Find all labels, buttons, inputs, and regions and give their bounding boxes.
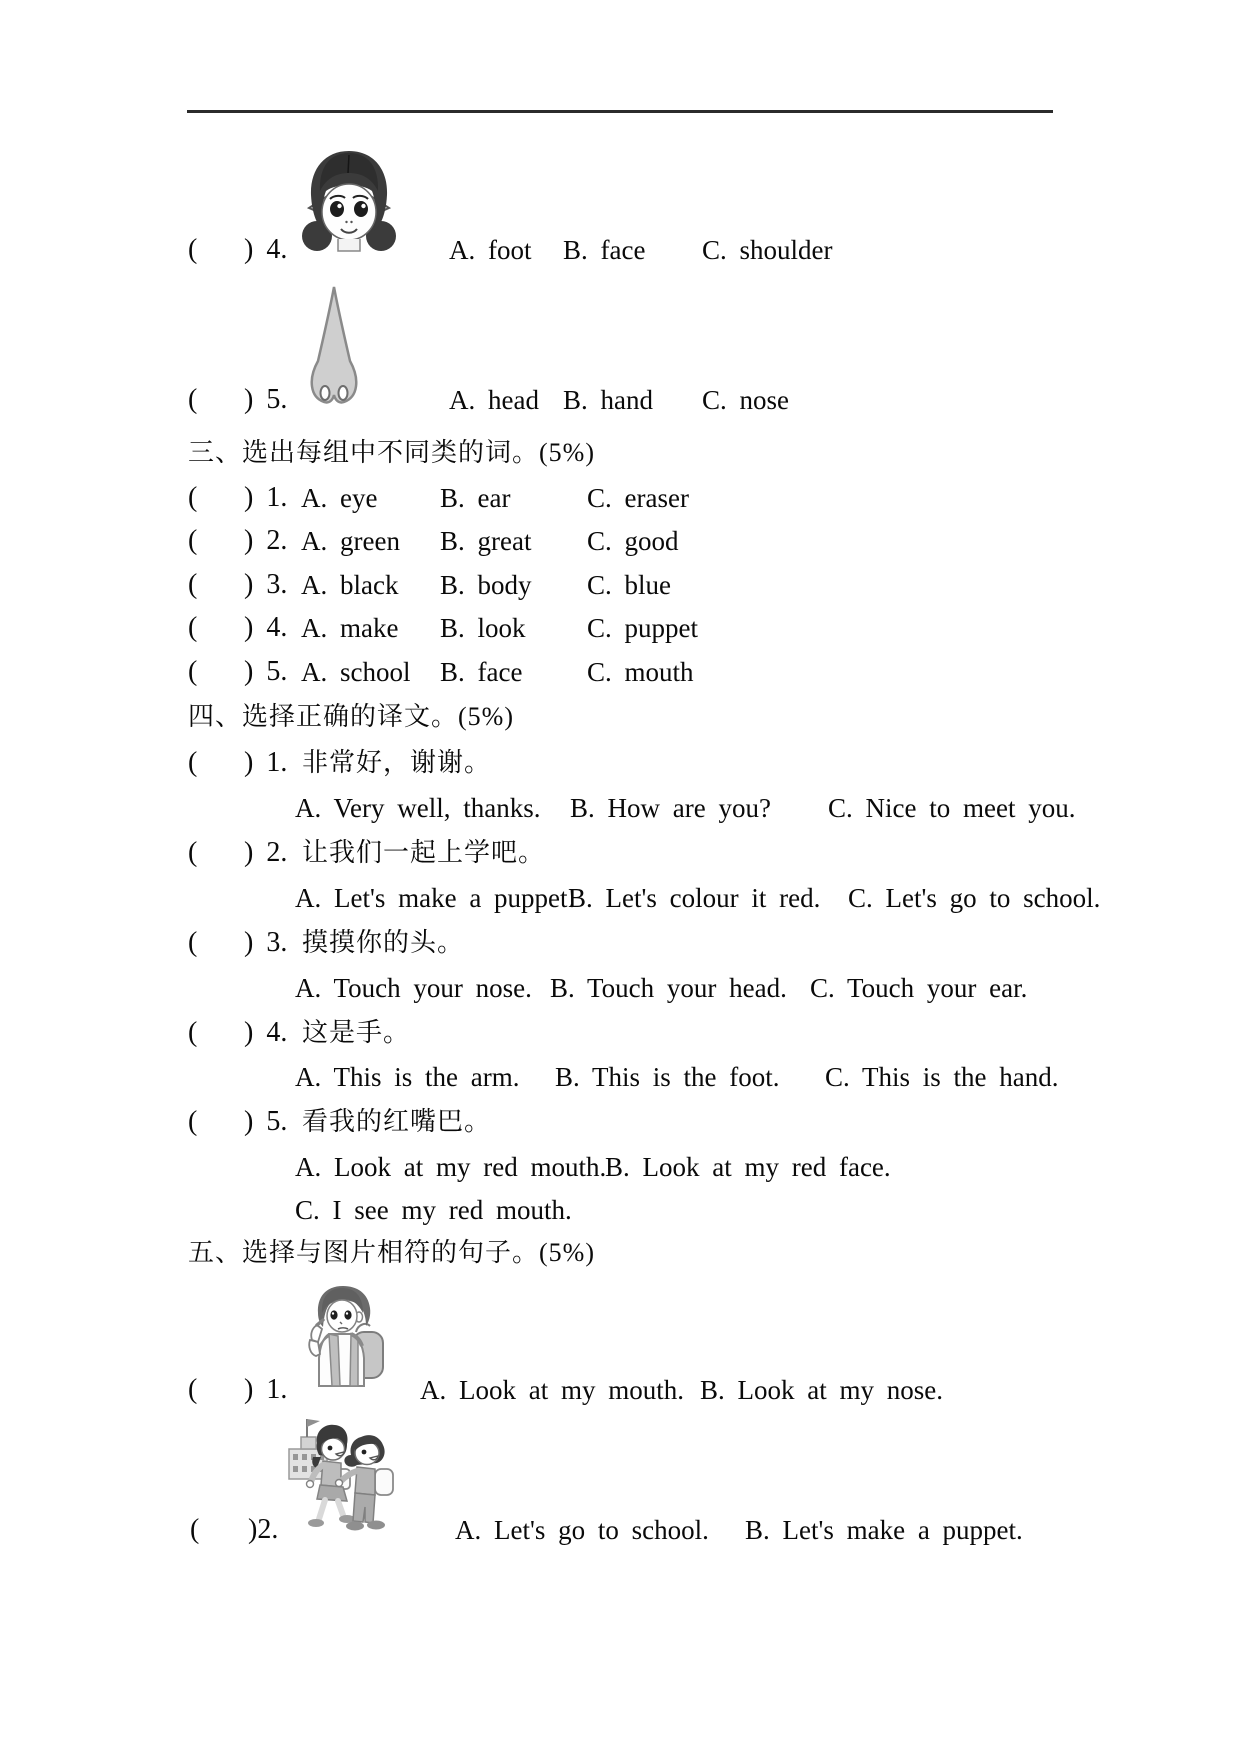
top-rule: [187, 110, 1053, 113]
option-b: B. Let's make a puppet.: [745, 1515, 1023, 1545]
question-prompt: 这是手。: [302, 1018, 411, 1047]
option-c: C. mouth: [587, 657, 694, 687]
answer-blank-open: (: [188, 384, 198, 415]
answer-blank-open: (: [188, 656, 198, 687]
option-a: A. Let's make a puppet!: [295, 883, 577, 913]
option-c: C. puppet: [587, 613, 698, 643]
answer-blank-close-number: ) 4.: [244, 234, 288, 265]
option-b: B. Look at my nose.: [700, 1375, 943, 1405]
answer-blank-close-number: ) 2.: [244, 837, 288, 868]
option-a: A. green: [301, 526, 400, 556]
option-c: C. This is the hand.: [825, 1062, 1059, 1092]
answer-blank-close-number: ) 3.: [244, 927, 288, 958]
option-a: A. school: [301, 657, 411, 687]
question-prompt: 看我的红嘴巴。: [302, 1107, 492, 1136]
option-b: B. Touch your head.: [550, 973, 787, 1003]
kids-walking-to-school-image: [283, 1411, 415, 1544]
option-b: B. How are you?: [570, 793, 771, 823]
option-a: A. Touch your nose.: [295, 973, 532, 1003]
answer-blank-open: (: [188, 747, 198, 778]
option-b: B. great: [440, 526, 532, 556]
nose-image: [298, 283, 370, 409]
answer-blank-open: (: [188, 1017, 198, 1048]
girl-face-image: [293, 148, 405, 258]
answer-blank-close-number: ) 5.: [244, 656, 288, 687]
option-b: B. look: [440, 613, 526, 643]
answer-blank-close-number: )2.: [248, 1514, 279, 1545]
answer-blank-open: (: [188, 1374, 198, 1405]
answer-blank-close-number: ) 3.: [244, 569, 288, 600]
boy-pointing-at-face-image: [296, 1284, 392, 1398]
answer-blank-open: (: [188, 482, 198, 513]
option-b: B. Let's colour it red.: [568, 883, 821, 913]
option-c: C. Let's go to school.: [848, 883, 1101, 913]
answer-blank-open: (: [188, 927, 198, 958]
section-5-title: 五、选择与图片相符的句子。(5%): [188, 1238, 595, 1267]
option-b: B. hand: [563, 385, 653, 415]
answer-blank-open: (: [188, 1106, 198, 1137]
option-c: C. Nice to meet you.: [828, 793, 1076, 823]
option-b: B. body: [440, 570, 532, 600]
option-c: C. shoulder: [702, 235, 833, 265]
option-a: A. This is the arm.: [295, 1062, 520, 1092]
option-c: C. good: [587, 526, 679, 556]
answer-blank-close-number: ) 1.: [244, 1374, 288, 1405]
answer-blank-close-number: ) 2.: [244, 525, 288, 556]
option-a: A. Look at my mouth.: [420, 1375, 684, 1405]
question-prompt: 非常好，谢谢。: [302, 748, 492, 777]
option-c: C. I see my red mouth.: [295, 1195, 572, 1225]
option-a: A. head: [449, 385, 539, 415]
section-4-title: 四、选择正确的译文。(5%): [188, 702, 514, 731]
answer-blank-close-number: ) 1.: [244, 747, 288, 778]
section-3-title: 三、选出每组中不同类的词。(5%): [188, 438, 595, 467]
answer-blank-open: (: [190, 1514, 200, 1545]
option-a: A. foot: [449, 235, 532, 265]
answer-blank-open: (: [188, 569, 198, 600]
option-c: C. eraser: [587, 483, 689, 513]
option-c: C. Touch your ear.: [810, 973, 1028, 1003]
answer-blank-close-number: ) 1.: [244, 482, 288, 513]
question-prompt: 摸摸你的头。: [302, 928, 465, 957]
option-a: A. eye: [301, 483, 378, 513]
option-c: C. blue: [587, 570, 671, 600]
answer-blank-open: (: [188, 234, 198, 265]
answer-blank-close-number: ) 5.: [244, 384, 288, 415]
option-a: A. make: [301, 613, 399, 643]
answer-blank-close-number: ) 4.: [244, 612, 288, 643]
option-a: A. black: [301, 570, 399, 600]
option-b: B. face: [563, 235, 646, 265]
answer-blank-close-number: ) 4.: [244, 1017, 288, 1048]
option-a: A. Very well, thanks.: [295, 793, 541, 823]
question-prompt: 让我们一起上学吧。: [302, 838, 546, 867]
option-b: B. This is the foot.: [555, 1062, 780, 1092]
option-a: A. Let's go to school.: [455, 1515, 709, 1545]
answer-blank-open: (: [188, 837, 198, 868]
option-b: B. ear: [440, 483, 511, 513]
answer-blank-open: (: [188, 612, 198, 643]
option-a: A. Look at my red mouth.: [295, 1152, 607, 1182]
option-b: B. face: [440, 657, 523, 687]
option-c: C. nose: [702, 385, 789, 415]
answer-blank-open: (: [188, 525, 198, 556]
answer-blank-close-number: ) 5.: [244, 1106, 288, 1137]
option-b: B. Look at my red face.: [605, 1152, 891, 1182]
